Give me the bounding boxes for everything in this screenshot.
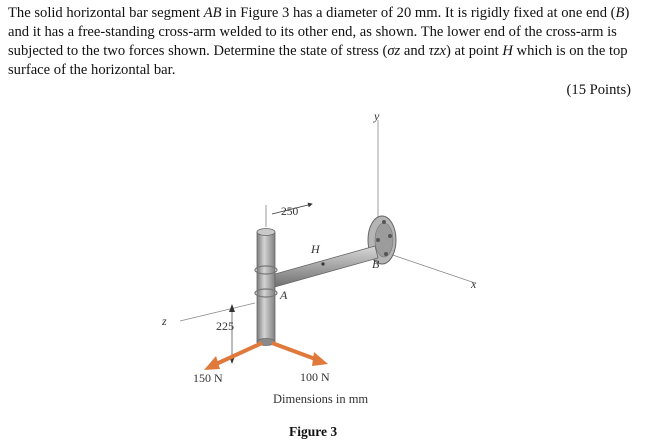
flange-bolt	[376, 238, 380, 242]
figure-caption: Figure 3	[289, 424, 338, 439]
cross-arm	[257, 232, 275, 342]
problem-text-and: and	[400, 43, 429, 59]
z-axis-label: z	[162, 314, 167, 328]
problem-text-1: The solid horizontal bar segment	[8, 5, 204, 21]
horizontal-bar-ab	[268, 246, 378, 288]
point-h-marker	[321, 262, 324, 265]
problem-symbol-ab: AB	[203, 5, 222, 21]
force-100n-label: 100 N	[300, 370, 330, 384]
problem-text-5: which is on the top surface of the horizontal bar.	[8, 43, 628, 78]
problem-text-2: in Figure 3 has a diameter of 20 mm. It is rigidly fixed at one end (	[221, 5, 616, 21]
force-100n-arrowhead	[312, 352, 328, 366]
problem-symbol-h: H	[502, 43, 513, 59]
dimensions-note: Dimensions in mm	[273, 392, 369, 406]
problem-text-3: ) and it has a free-standing cross-arm welded to its other end, as shown. The lower end of the cross-arm is subjected to the two forces shown. Determine the state of stress (	[8, 5, 630, 59]
point-h-label: H	[311, 242, 320, 256]
problem-text-4: ) at point	[446, 43, 503, 59]
force-150n-arrowhead	[204, 356, 220, 370]
problem-symbol-b: B	[615, 5, 625, 21]
points-label: (15 Points)	[566, 82, 631, 98]
flange-bolt	[382, 220, 386, 224]
dim-225-label: 225	[216, 319, 234, 333]
x-axis-label: x	[471, 277, 477, 291]
force-150n-label: 150 N	[193, 371, 223, 385]
cross-arm-top	[257, 229, 275, 236]
point-a-label: A	[280, 288, 288, 302]
point-b-label: B	[372, 257, 380, 271]
force-100n-shaft	[272, 343, 318, 360]
y-axis-label: y	[374, 109, 380, 123]
dim-250-label: 250	[281, 206, 299, 218]
problem-symbol-sigma: σz	[387, 43, 401, 59]
force-150n-shaft	[214, 343, 262, 365]
problem-symbol-tau: τzx	[428, 43, 446, 59]
flange-bolt	[384, 252, 388, 256]
flange-bolt	[388, 234, 392, 238]
